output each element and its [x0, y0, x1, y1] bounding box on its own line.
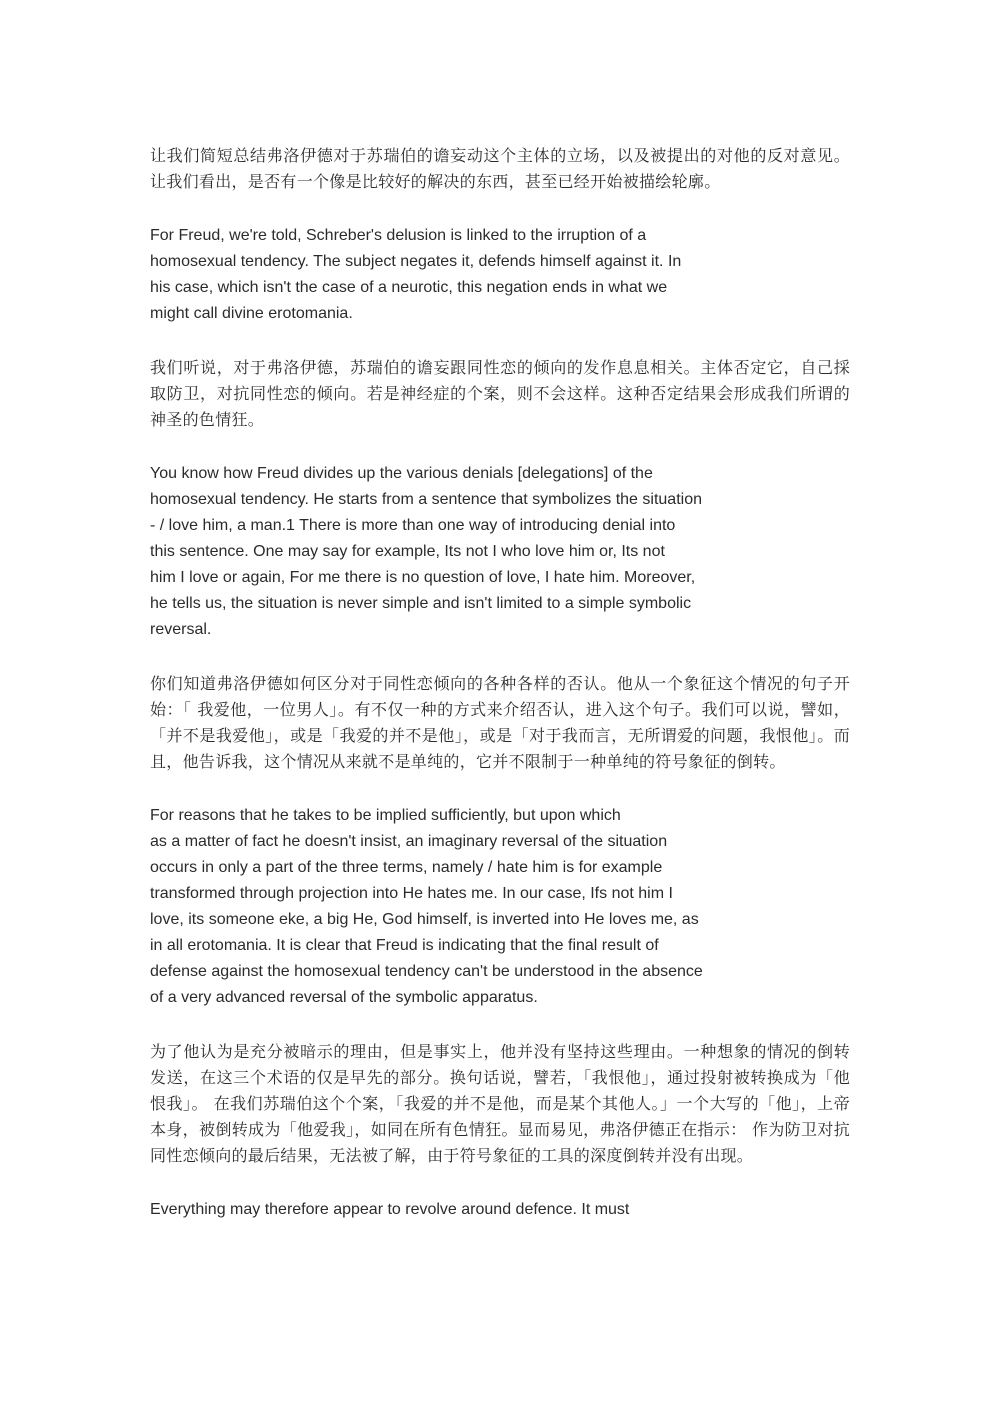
english-paragraph-2 [150, 461, 762, 643]
chinese-paragraph-4: 为了他认为是充分被暗示的理由，但是事实上，他并没有坚持这些理由。一种想象的情况的倒转发送，在这三个术语的仅是早先的部分。换句话说，譬若，「我恨他」，通过投射被转换成为「他恨我」。 在我们苏瑞伯这个个案，「我爱的并不是他，而是某个其他人。」一个大写的「他」，上帝本身，被倒转成为「他爱我」，如同在所有色情狂。显而易见，弗洛伊德正在指示： 作为防卫对抗同性恋倾向的最后结果，无法被了解，由于符号象征的工具的深度倒转并没有出现。 [150, 1042, 850, 1165]
text-line: occurs in only a part of the three terms, namely / hate him is for example [150, 859, 663, 876]
text-line: For reasons that he takes to be implied sufficiently, but upon which [150, 807, 621, 824]
english-paragraph-3 [150, 803, 762, 1011]
text-line: defense against the homosexual tendency can't be understood in the absence [150, 963, 703, 980]
text-line: as a matter of fact he doesn't insist, an imaginary reversal of the situation [150, 833, 668, 850]
text-line: reversal. [150, 621, 212, 638]
chinese-paragraph-3: 你们知道弗洛伊德如何区分对于同性恋倾向的各种各样的否认。他从一个象征这个情况的句子开始：「 我爱他，一位男人」。有不仅一种的方式来介绍否认，进入这个句子。我们可以说，譬如，「并不是我爱他」，或是「我爱的并不是他」，或是「对于我而言，无所谓爱的问题，我恨他」。而且，他告诉我，这个情况从来就不是单纯的，它并不限制于一种单纯的符号象征的倒转。 [150, 674, 850, 771]
chinese-paragraph-2: 我们听说，对于弗洛伊德，苏瑞伯的谵妄跟同性恋的倾向的发作息息相关。主体否定它，自己採取防卫，对抗同性恋的倾向。若是神经症的个案，则不会这样。这种否定结果会形成我们所谓的神圣的色情狂。 [150, 358, 850, 429]
text-line: his case, which isn't the case of a neurotic, this negation ends in what we [150, 279, 668, 296]
text-line: For Freud, we're told, Schreber's delusion is linked to the irruption of a [150, 227, 647, 244]
text-line: him I love or again, For me there is no question of love, I hate him. Moreover, [150, 569, 696, 586]
chinese-paragraph-1: 让我们简短总结弗洛伊德对于苏瑞伯的谵妄动这个主体的立场，以及被提出的对他的反对意见。让我们看出，是否有一个像是比较好的解决的东西，甚至已经开始被描绘轮廓。 [150, 146, 850, 191]
text-line: Everything may therefore appear to revolve around defence. It must [150, 1201, 630, 1218]
text-line: You know how Freud divides up the various denials [delegations] of the [150, 465, 653, 482]
text-line: in all erotomania. It is clear that Freud is indicating that the final result of [150, 937, 659, 954]
text-line: of a very advanced reversal of the symbolic apparatus. [150, 989, 538, 1006]
english-paragraph-4 [150, 1197, 762, 1223]
text-line: he tells us, the situation is never simple and isn't limited to a simple symbolic [150, 595, 692, 612]
text-line: homosexual tendency. He starts from a sentence that symbolizes the situation [150, 491, 702, 508]
text-line: love, its someone eke, a big He, God himself, is inverted into He loves me, as [150, 911, 699, 928]
text-line: homosexual tendency. The subject negates it, defends himself against it. In [150, 253, 682, 270]
text-line: might call divine erotomania. [150, 305, 353, 322]
text-column [150, 143, 850, 1251]
text-line: transformed through projection into He hates me. In our case, Ifs not him I [150, 885, 673, 902]
english-paragraph-1 [150, 223, 762, 327]
text-line: - / love him, a man.1 There is more than one way of introducing denial into [150, 517, 676, 534]
text-line: this sentence. One may say for example, Its not I who love him or, Its not [150, 543, 665, 560]
